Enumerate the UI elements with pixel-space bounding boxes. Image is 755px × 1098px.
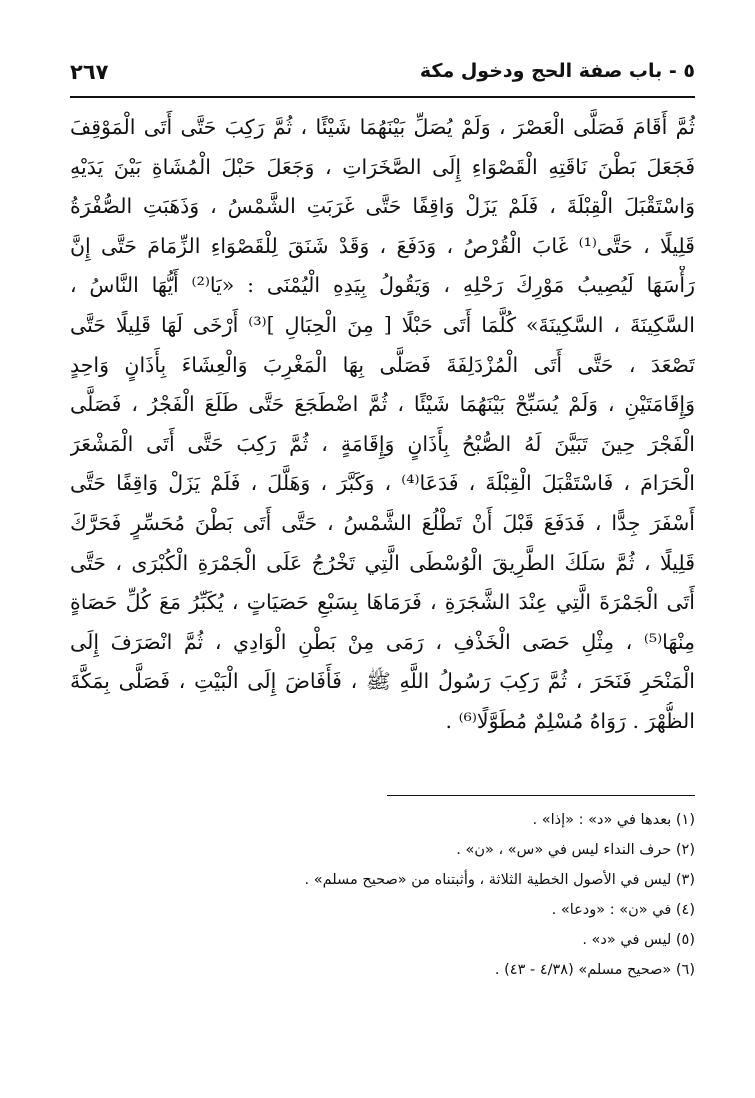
footnote: (٢) حرف النداء ليس في «س» ، «ن» . bbox=[456, 842, 695, 858]
footnote: (٤) في «ن» : «ودعا» . bbox=[551, 902, 695, 918]
page-number: ٢٦٧ bbox=[70, 60, 109, 84]
text-line: وَاسْتَقْبَلَ الْقِبْلَةَ ، فَلَمْ يَزَلْ وَاقِفًا حَتَّى غَرَبَتِ الشَّمْسُ ، وَذَهَبَتِ الصُّفْرَةُ bbox=[70, 194, 695, 219]
text-line: الْفَجْرَ حِينَ تَبَيَّنَ لَهُ الصُّبْحُ بِأَذَانٍ وَإِقَامَةٍ ، ثُمَّ رَكِبَ حَتَّى أَتَى الْمَشْعَرَ bbox=[70, 431, 695, 456]
footnote: (٦) «صحيح مسلم» (٤/٣٨ - ٤٣) . bbox=[494, 962, 695, 978]
chapter-title: ٥ - باب صفة الحج ودخول مكة bbox=[419, 60, 695, 82]
header-divider bbox=[70, 96, 695, 98]
text-line: فَجَعَلَ بَطْنَ نَاقَتِهِ الْقَصْوَاءِ إِلَى الصَّخَرَاتِ ، وَجَعَلَ حَبْلَ الْمُشَاةِ بَيْنَ يَدَيْهِ bbox=[70, 154, 695, 179]
page-header bbox=[70, 52, 695, 96]
footnote: (١) بعدها في «د» : «إذا» . bbox=[532, 812, 695, 828]
text-line: قَلِيلًا ، ثُمَّ سَلَكَ الطَّرِيقَ الْوُسْطَى الَّتِي تَخْرُجُ عَلَى الْجَمْرَةِ الْكُبْرَى ، حَتَّى bbox=[70, 550, 695, 575]
text-line: قَلِيلًا ، حَتَّى⁽¹⁾ غَابَ الْقُرْصُ ، وَدَفَعَ ، وَقَدْ شَنَقَ لِلْقَصْوَاءِ الزِّمَامَ حَتَّى إِنَّ bbox=[70, 233, 695, 258]
hadith-text bbox=[70, 108, 695, 742]
footnote: (٣) ليس في الأصول الخطية الثلاثة ، وأثبتناه من «صحيح مسلم» . bbox=[304, 872, 695, 888]
footnote: (٥) ليس في «د» . bbox=[582, 932, 695, 948]
text-line: أَتَى الْجَمْرَةَ الَّتِي عِنْدَ الشَّجَرَةِ ، فَرَمَاهَا بِسَبْعِ حَصَيَاتٍ ، يُكَبِّرُ مَعَ كُلِّ حَصَاةٍ bbox=[70, 590, 695, 615]
text-line: أَسْفَرَ جِدًّا ، فَدَفَعَ قَبْلَ أَنْ تَطْلُعَ الشَّمْسُ ، حَتَّى أَتَى بَطْنَ مُحَسِّرٍ فَحَرَّكَ bbox=[70, 510, 695, 535]
text-line: الْمَنْحَرِ فَنَحَرَ ، ثُمَّ رَكِبَ رَسُولُ اللَّهِ ﷺ ، فَأَفَاضَ إِلَى الْبَيْتِ ، فَصَلَّى بِمَكَّةَ bbox=[70, 669, 695, 694]
footnote-divider bbox=[387, 795, 695, 796]
text-line: ثُمَّ أَقَامَ فَصَلَّى الْعَصْرَ ، وَلَمْ يُصَلِّ بَيْنَهُمَا شَيْئًا ، ثُمَّ رَكِبَ حَتَّى أَتَى الْمَوْقِفَ bbox=[70, 115, 695, 139]
text-line: السَّكِينَةَ ، السَّكِينَةَ» كُلَّمَا أَتَى حَبْلًا [ مِنَ الْحِبَالِ ]⁽³⁾ أَرْخَى لَهَا قَلِيلًا حَتَّى bbox=[70, 312, 695, 337]
text-line: تَصْعَدَ ، حَتَّى أَتَى الْمُزْدَلِفَةَ فَصَلَّى بِهَا الْمَغْرِبَ وَالْعِشَاءَ بِأَذَانٍ وَاحِدٍ bbox=[70, 352, 695, 377]
text-line: الْحَرَامَ ، فَاسْتَقْبَلَ الْقِبْلَةَ ، فَدَعَا⁽⁴⁾ ، وَكَبَّرَ ، وَهَلَّلَ ، فَلَمْ يَزَلْ وَاقِفًا حَتَّى bbox=[70, 471, 695, 496]
text-line: رَأْسَهَا لَيُصِيبُ مَوْرِكَ رَحْلِهِ ، وَيَقُولُ بِيَدِهِ الْيُمْنَى : «يَا⁽²⁾ أَيُّهَا النَّاسُ ، bbox=[70, 273, 695, 298]
text-line: مِنْهَا⁽⁵⁾ ، مِثْلِ حَصَى الْخَذْفِ ، رَمَى مِنْ بَطْنِ الْوَادِي ، ثُمَّ انْصَرَفَ إِلَى bbox=[70, 629, 695, 654]
footnotes bbox=[70, 805, 695, 985]
text-line: وَإِقَامَتَيْنِ ، وَلَمْ يُسَبِّحْ بَيْنَهُمَا شَيْئًا ، ثُمَّ اضْطَجَعَ حَتَّى طَلَعَ الْفَجْرُ ، فَصَلَّى bbox=[70, 392, 695, 417]
text-line: الظُّهْرَ . رَوَاهُ مُسْلِمٌ مُطَوَّلًا⁽⁶⁾ . bbox=[445, 708, 695, 733]
